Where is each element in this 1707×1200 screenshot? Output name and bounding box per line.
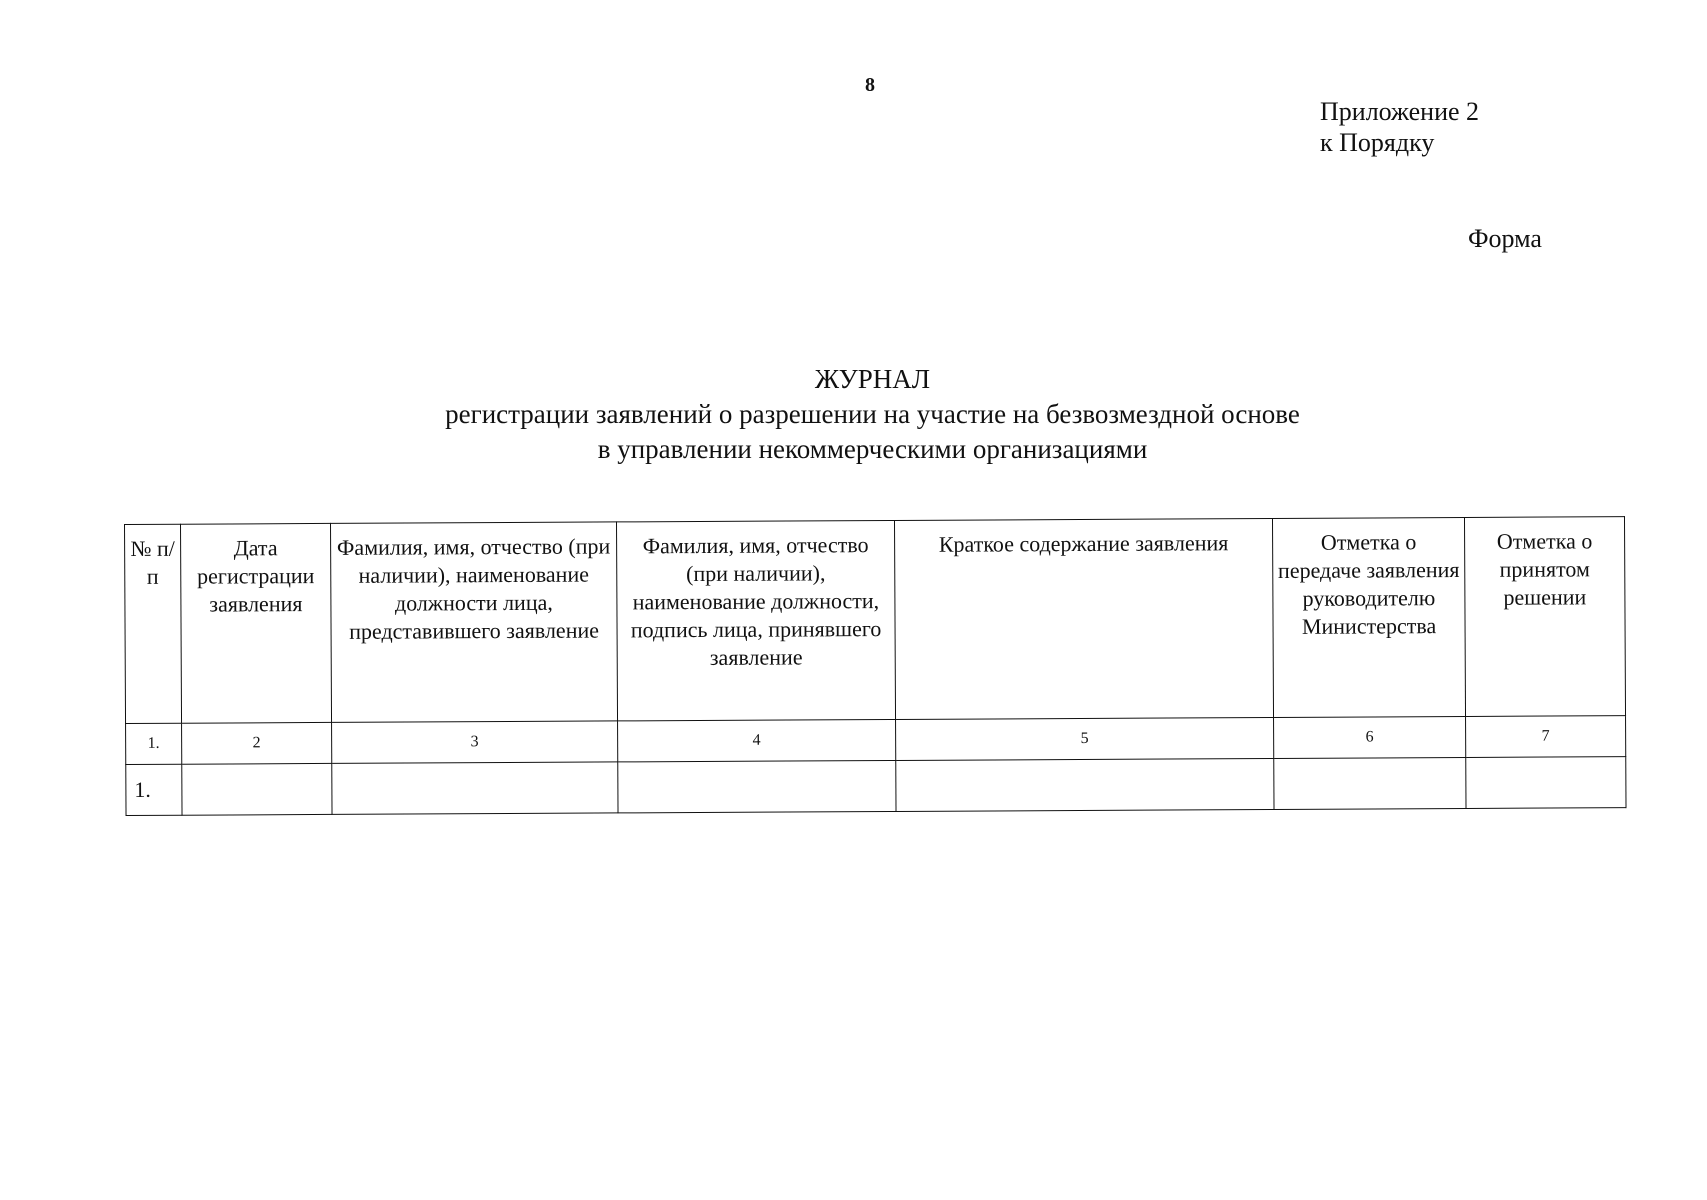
header-recipient: Фамилия, имя, отчество (при наличии), наименование должности, подпись лица, принявшего заявление	[616, 520, 895, 720]
table-cell	[1274, 757, 1466, 809]
table-cell	[332, 762, 618, 814]
title-line-1: регистрации заявлений о разрешении на участие на безвозмездной основе	[445, 399, 1300, 429]
appendix-line-1: Приложение 2	[1320, 97, 1480, 126]
title-heading: ЖУРНАЛ	[814, 364, 931, 394]
appendix-line-2: к Порядку	[1320, 128, 1435, 157]
registration-journal-table	[124, 516, 1627, 816]
table-cell	[896, 758, 1274, 811]
appendix-reference	[1320, 96, 1479, 158]
column-number: 6	[1274, 716, 1466, 758]
column-number: 1.	[126, 723, 182, 764]
table-cell	[618, 760, 896, 812]
form-label: Форма	[1468, 224, 1542, 253]
table-cell	[1466, 757, 1626, 809]
table-cell	[182, 763, 332, 815]
document-title	[0, 362, 1707, 467]
column-number: 5	[896, 717, 1274, 760]
table-row	[126, 757, 1626, 816]
header-applicant: Фамилия, имя, отчество (при наличии), наименование должности лица, представившего заявление	[330, 522, 617, 722]
column-number: 3	[332, 721, 618, 763]
header-decision-mark: Отметка о принятом решении	[1464, 517, 1625, 717]
header-registration-date: Дата регистрации заявления	[181, 523, 332, 723]
column-number: 4	[618, 719, 896, 761]
column-number: 2	[182, 722, 332, 764]
page-number: 8	[865, 74, 875, 96]
table-cell-number: 1.	[126, 764, 182, 815]
column-number: 7	[1466, 716, 1626, 758]
table-header-row	[125, 517, 1626, 724]
title-line-2: в управлении некоммерческими организациями	[597, 434, 1148, 464]
header-transfer-mark: Отметка о передаче заявления руководителю Министерства	[1272, 517, 1465, 717]
header-summary: Краткое содержание заявления	[894, 518, 1273, 719]
header-number: № п/п	[125, 524, 182, 723]
